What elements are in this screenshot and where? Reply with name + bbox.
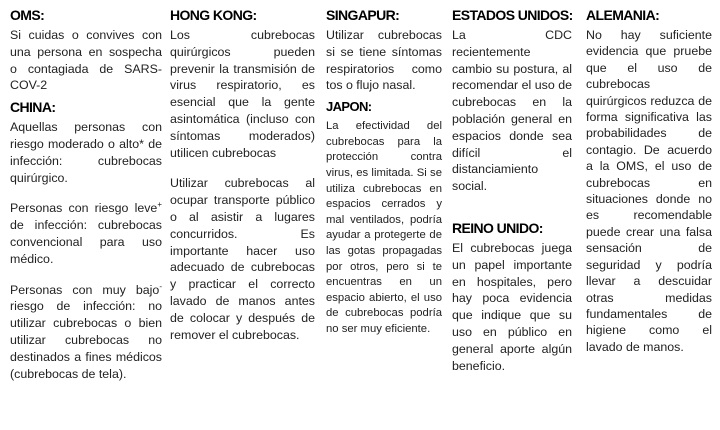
singapur-text: Utilizar cubrebocas si se tiene síntomas respiratorios como tos o flujo nasal. [326,28,442,93]
heading-china: CHINA: [10,99,56,116]
china-text-2-b: de infección: cubrebocas convencional para uso médico. [10,218,162,266]
china-text-3 [10,282,162,383]
heading-estados-unidos: ESTADOS UNIDOS: [452,7,573,23]
china-text-2 [10,200,162,267]
column-alemania [586,6,712,369]
heading-alemania: ALEMANIA: [586,7,660,23]
hong-kong-text-1: Los cubrebocas quirúrgicos pueden prevenir la transmisión de virus respiratorio, es esencial que la gente asintomática (incluso con síntomas moderados) utilicen cubrebocas [170,28,315,160]
column-oms-china [10,6,162,396]
china-text-3-b: riesgo de infección: no utilizar cubrebocas o bien utilizar cubrebocas no destinados a fines médicos (cubrebocas de tela). [10,299,162,381]
heading-oms: OMS: [10,7,45,23]
oms-text: Si cuidas o convives con una persona en sospecha o contagiada de SARS-COV-2 [10,28,162,93]
china-text-2-a: Personas con riesgo leve [10,201,158,216]
column-hong-kong [170,6,315,357]
reino-unido-text: El cubrebocas juega un papel importante en hospitales, pero hay poca evidencia que indique que su uso en público en general aporte algún beneficio. [452,240,572,373]
superscript-plus: + [157,200,162,210]
alemania-text: No hay suficiente evidencia que pruebe que el uso de cubrebocas quirúrgicos reduzca de forma significativa las probabilidades de contagio. De acuerdo a la OMS, el uso de cubrebocas en situaciones donde no es recomendable puede crear una falsa sensación de seguridad y podría llevar a descuidar otras medidas fundamentales de higiene como el lavado de manos. [586,28,712,354]
hong-kong-text-2: Utilizar cubrebocas al ocupar transporte público o al asistir a lugares concurridos. Es importante hacer uso adecuado de cubrebocas y practicar el correcto lavado de manos antes de colocar y después de remover el cubrebocas. [170,176,315,342]
superscript-minus: - [159,281,162,291]
column-singapur-japon [326,6,442,352]
china-text-1: Aquellas personas con riesgo moderado o alto* de infección: cubrebocas quirúrgico. [10,120,162,185]
heading-singapur: SINGAPUR: [326,7,400,23]
heading-reino-unido: REINO UNIDO: [452,219,543,236]
japon-text: La efectividad del cubrebocas para la protección contra virus, es limitada. Si se utiliza cubrebocas en espacios cerrados y mal ventilados, podría ayudar a protegerte de las gotas propagadas por otros, pero si te encuentras en un espacio abierto, el uso de cubrebocas podría no ser muy eficiente. [326,120,442,335]
heading-hong-kong: HONG KONG: [170,7,257,23]
heading-japon: JAPON: [326,99,372,115]
china-text-3-a: Personas con muy bajo [10,282,160,297]
column-eeuu-reino-unido [452,6,572,388]
estados-unidos-text: La CDC recientemente cambio su postura, al recomendar el uso de cubrebocas en la población general en espacios donde sea difícil el distanciamiento social. [452,28,572,194]
